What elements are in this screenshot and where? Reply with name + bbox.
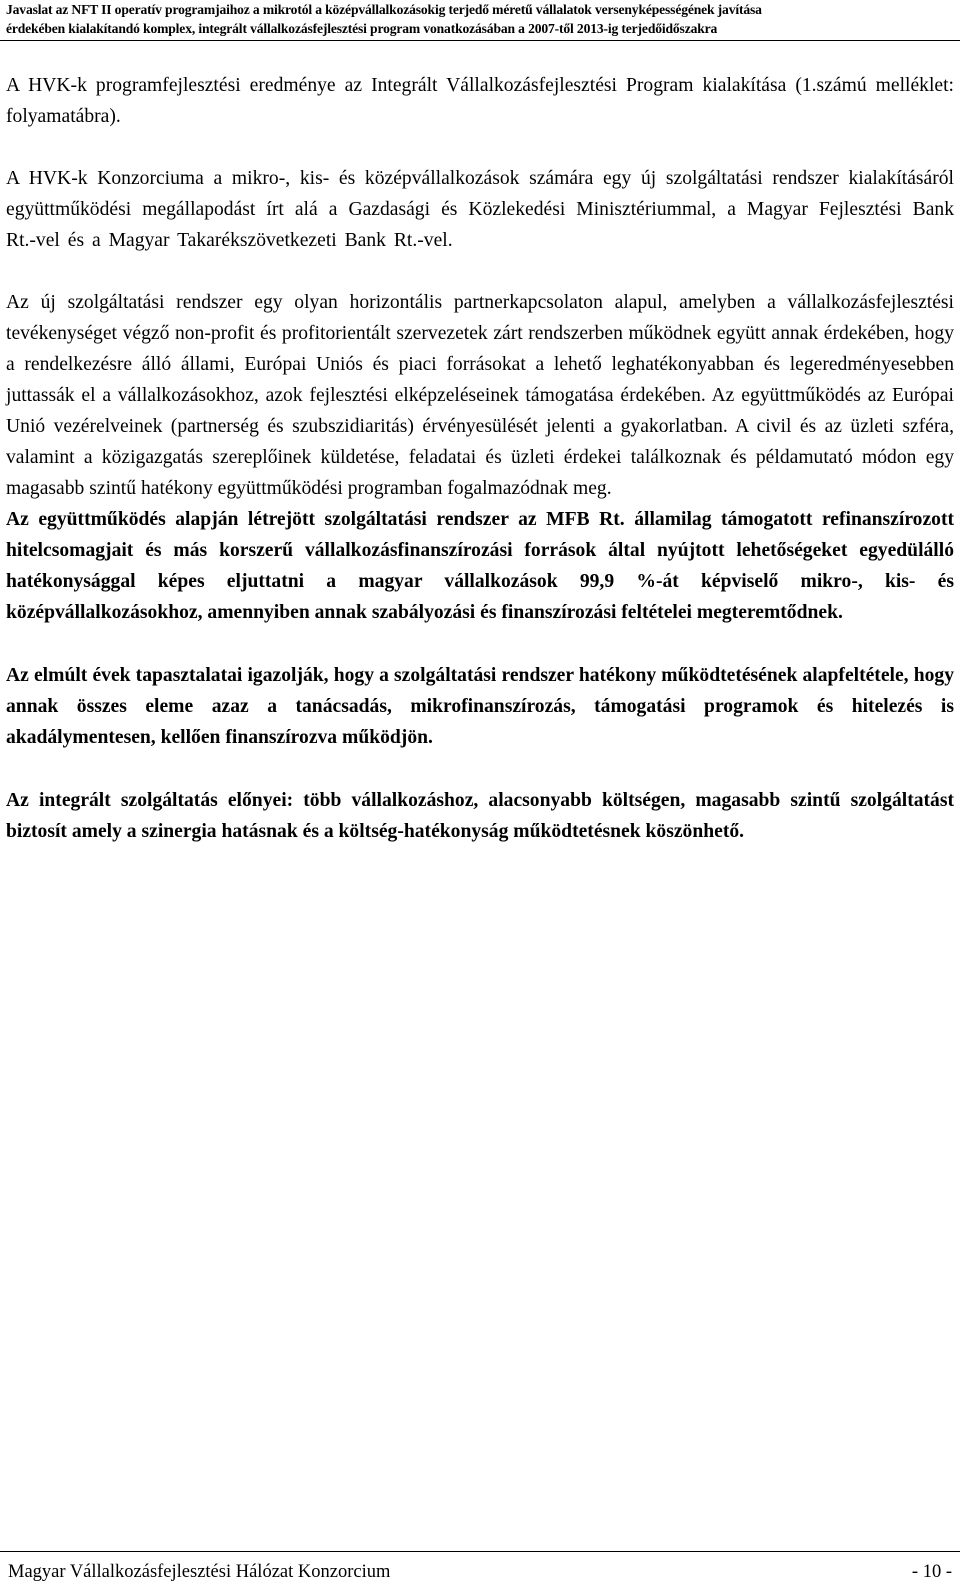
page-number: - 10 - [911,1562,952,1582]
running-header [6,0,954,38]
footer-divider [0,1551,960,1552]
paragraph-integrated-benefits: Az integrált szolgáltatás előnyei: több vállalkozáshoz, alacsonyabb költségen, magasabb szintű szolgáltatást biztosít amely a szinergia hatásnak és a költség-hatékonyság működtetésnek köszönhető. [6,790,954,842]
footer-organization: Magyar Vállalkozásfejlesztési Hálózat Konzorcium [8,1562,391,1582]
paragraph-program-result: A HVK-k programfejlesztési eredménye az Integrált Vállalkozásfejlesztési Program kialakítása (1.számú melléklet: folyamatábra). [6,75,954,127]
paragraph-experience: Az elmúlt évek tapasztalatai igazolják, hogy a szolgáltatási rendszer hatékony működtetésének alapfeltétele, hogy annak összes eleme azaz a tanácsadás, mikrofinanszírozás, támogatási programok és hitelezés is akadálymentesen, kellően finanszírozva működjön. [6,665,954,748]
header-divider [0,40,960,41]
paragraph-service-system: Az új szolgáltatási rendszer egy olyan horizontális partnerkapcsolaton alapul, amelyben a vállalkozásfejlesztési tevékenységet végző non-profit és profitorientált szervezetek zárt rendszerben működnek együtt annak érdekében, hogy a rendelkezésre álló állami, Európai Uniós és piaci forrásokat a lehető leghatékonyabban és legeredményesebben juttassák el a vállalkozásokhoz, azok fejlesztési elképzeléseinek támogatása érdekében. Az együttműködés az Európai Unió vezérelveinek (partnerség és szubszidiaritás) érvényesülését jelenti a gyakorlatban. A civil és az üzleti szféra, valamint a közigazgatás szereplőinek küldetése, feladatai és üzleti érdekei találkoznak és példamutató módon egy magasabb szintű hatékony együttműködési programban fogalmazódnak meg. [6,292,954,499]
document-body [6,70,954,847]
header-line-2: érdekében kialakítandó komplex, integrált vállalkozásfejlesztési program vonatkozásában a 2007-től 2013-ig terjedőidőszakra [6,21,718,36]
paragraph-consortium-agreement: A HVK-k Konzorciuma a mikro-, kis- és középvállalkozások számára egy új szolgáltatási rendszer kialakításáról együttműködési megállapodást írt alá a Gazdasági és Közlekedési Minisztériummal, a Magyar Fejlesztési Bank Rt.-vel és a Magyar Takarékszövetkezeti Bank Rt.-vel. [6,168,954,251]
header-line-1: Javaslat az NFT II operatív programjaihoz a mikrotól a középvállalkozásokig terjedő méretű vállalatok versenyképességének javítása [6,2,762,17]
paragraph-mfb-financing: Az együttműködés alapján létrejött szolgáltatási rendszer az MFB Rt. államilag támogatott refinanszírozott hitelcsomagjait és más korszerű vállalkozásfinanszírozási források által nyújtott lehetőségeket egyedülálló hatékonysággal képes eljuttatni a magyar vállalkozások 99,9 %-át képviselő mikro-, kis- és középvállalkozásokhoz, amennyiben annak szabályozási és finanszírozási feltételei megteremtődnek. [6,509,954,623]
